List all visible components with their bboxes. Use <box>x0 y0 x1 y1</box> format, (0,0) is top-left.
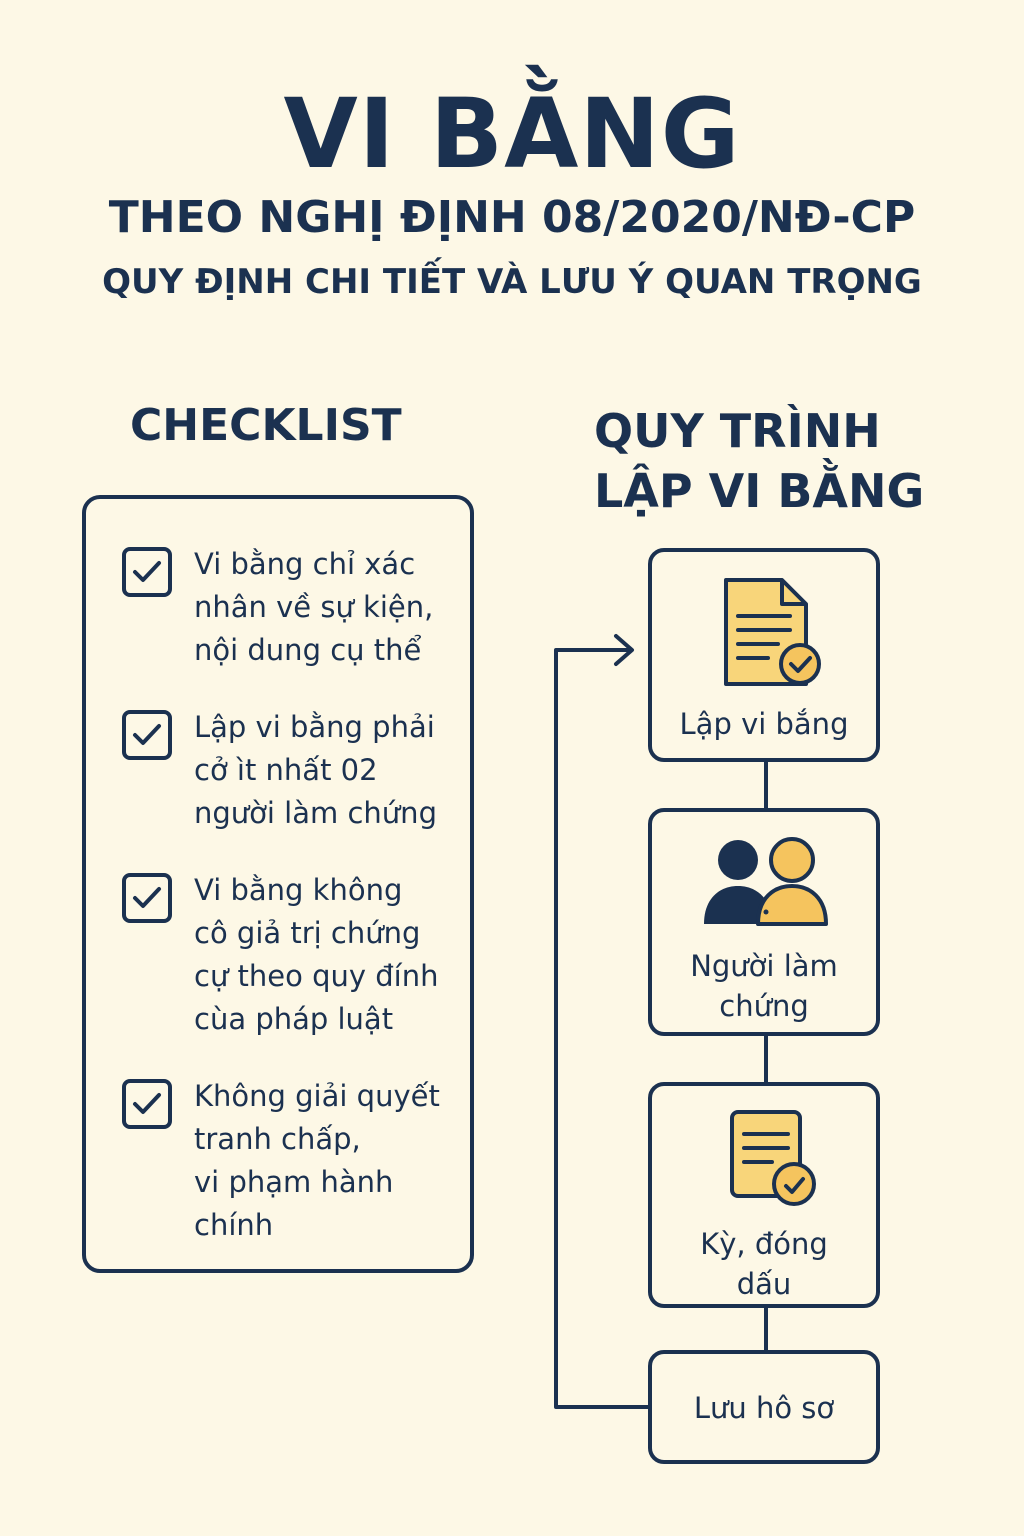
document-stamp-icon <box>728 1108 824 1212</box>
checklist-item-text: Lập vi bằng phải cở ìt nhất 02 người làm chứng <box>194 710 437 830</box>
step-label: Lưu hô sơ <box>693 1391 835 1425</box>
process-step-ky-dong-dau <box>648 1082 880 1308</box>
process-step-lap-vi-bang <box>648 548 880 762</box>
step-label: Lập vi bắng <box>679 707 849 741</box>
page-title: VI BẰNG <box>283 78 741 190</box>
process-heading: QUY TRÌNH LẬP VI BẰNG <box>594 404 925 518</box>
people-icon <box>700 836 840 928</box>
checklist-item-text: Vi bằng không cô giả trị chứng cự theo quy đính cùa pháp luật <box>194 873 439 1036</box>
document-check-icon <box>720 576 828 692</box>
checklist-item-text: Không giải quyết tranh chấp, vi phạm hành chính <box>194 1079 440 1242</box>
process-step-nguoi-lam-chung <box>648 808 880 1036</box>
checklist-item-text: Vi bằng chỉ xác nhân về sự kiện, nội dung cụ thể <box>194 547 434 667</box>
checklist-heading: CHECKLIST <box>130 400 402 451</box>
page-subtitle: THEO NGHỊ ĐỊNH 08/2020/NĐ-CP <box>108 192 916 243</box>
step-label: Kỳ, đóng dấu <box>700 1227 828 1301</box>
page-subtitle-secondary: QUY ĐỊNH CHI TIẾT VÀ LƯU Ý QUAN TRỌNG <box>102 262 922 302</box>
process-step-luu-ho-so <box>648 1350 880 1464</box>
loop-back-arrow <box>556 650 648 1407</box>
step-label: Người làm chứng <box>690 949 838 1023</box>
